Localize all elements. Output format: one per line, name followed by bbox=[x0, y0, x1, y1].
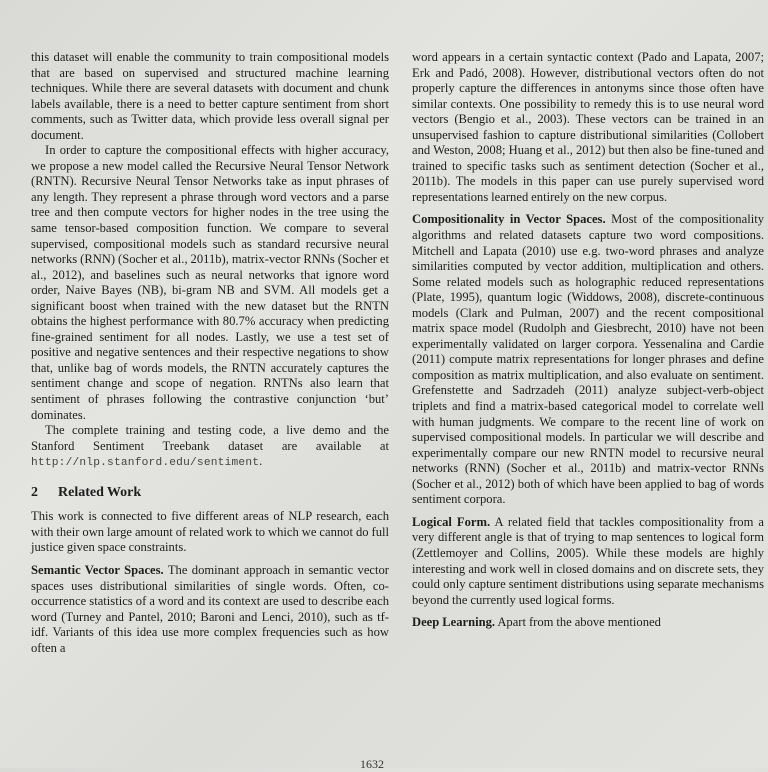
paragraph-distributional-vectors: word appears in a certain syntactic context (Pado and Lapata, 2007; Erk and Padó, 2008). However, distributional vectors often do not properly capture the differences in antonyms since those often have similar contexts. One possibility to remedy this is to use neural word vectors (Bengio et al., 2003). These vectors can be trained in an unsupervised fashion to capture distributional similarities (Collobert and Weston, 2008; Huang et al., 2012) but then also be fine-tuned and trained to specific tasks such as sentiment detection (Socher et al., 2011b). The models in this paper can use purely supervised word representations learned entirely on the new corpus. bbox=[412, 50, 764, 204]
paragraph-semantic-vector-spaces bbox=[31, 563, 389, 656]
section-heading-related-work bbox=[31, 485, 389, 501]
paragraph-dataset-intro: this dataset will enable the community to train compositional models that are based on supervised and structured machine learning techniques. While there are several datasets with document and chunk labels available, there is a need to better capture sentiment from short comments, such as Twitter data, which provide less overall signal per document. bbox=[31, 50, 389, 142]
section-number: 2 bbox=[31, 484, 38, 500]
section-title: Related Work bbox=[58, 484, 142, 500]
paragraph-lead-deep-learning: Deep Learning. bbox=[412, 615, 496, 630]
logical-form-text: A related field that tackles compositionality from a very different angle is that of trying to map sentences to logical form (Zettlemoyer and Collins, 2005). While these models are highly interesting and work well in closed domains and on discrete sets, they could only capture sentiment distributions using separate mechanisms beyond the currently used logical forms. bbox=[412, 514, 765, 607]
left-column bbox=[31, 50, 389, 656]
paragraph-lead-logical-form: Logical Form. bbox=[412, 514, 491, 529]
paragraph-rntn-proposal: In order to capture the compositional effects with higher accuracy, we propose a new model called the Recursive Neural Tensor Network (RNTN). Recursive Neural Tensor Networks take as input phrases of any length. They represent a phrase through word vectors and a parse tree and then compute vectors for higher nodes in the tree using the same tensor-based composition function. We compare to several supervised, compositional models such as standard recursive neural networks (RNN) (Socher et al., 2011b), matrix-vector RNNs (Socher et al., 2012), and baselines such as neural networks that ignore word order, Naive Bayes (NB), bi-gram NB and SVM. All models get a significant boost when trained with the new dataset but the RNTN obtains the highest performance with 80.7% accuracy when predicting fine-grained sentiment for all nodes. Lastly, we use a test set of positive and negative sentences and their respective negations to show that, unlike bag of words models, the RNTN accurately captures the sentiment change and scope of negation. RNTNs also learn that sentiment of phrases following the contrastive conjunction ‘but’ dominates. bbox=[31, 143, 389, 422]
paragraph-deep-learning bbox=[412, 615, 764, 631]
semantic-vector-spaces-text: The dominant approach in semantic vector spaces uses distributional similarities of single words. Often, co-occurrence statistics of a word and its context are used to describe each word (Turney and Pantel, 2010; Baroni and Lenci, 2010), such as tf-idf. Variants of this idea use more complex frequencies such as how often a bbox=[31, 562, 389, 655]
paragraph-code-availability bbox=[31, 423, 389, 472]
paragraph-lead-compositionality: Compositionality in Vector Spaces. bbox=[412, 212, 606, 227]
page-number: 1632 bbox=[360, 757, 384, 771]
code-availability-text: The complete training and testing code, a live demo and the Stanford Sentiment Treebank dataset are available at bbox=[31, 423, 389, 453]
paragraph-lead-semantic-vector-spaces: Semantic Vector Spaces. bbox=[31, 562, 164, 577]
deep-learning-text: Apart from the above mentioned bbox=[495, 615, 661, 630]
sentiment-url-link[interactable]: http://nlp.stanford.edu/sentiment bbox=[31, 457, 260, 470]
paragraph-related-overview: This work is connected to five different areas of NLP research, each with their own large amount of related work to which we cannot do full justice given space constraints. bbox=[31, 509, 389, 555]
paragraph-compositionality bbox=[412, 212, 764, 507]
right-column bbox=[412, 50, 764, 631]
paragraph-logical-form bbox=[412, 515, 764, 608]
compositionality-text: Most of the compositionality algorithms and related datasets capture two word compositions. Mitchell and Lapata (2010) use e.g. two-word phrases and analyze similarities computed by vector addition, multiplication and others. Some related models such as holographic reduced representations (Plate, 1995), quantum logic (Widdows, 2008), discrete-continuous models (Clark and Pulman, 2007) and the recent compositional matrix space model (Rudolph and Giesbrecht, 2010) have not been experimentally validated on larger corpora. Yessenalina and Cardie (2011) compute matrix representations for longer phrases and define composition as matrix multiplication, and also evaluate on sentiment. Grefenstette and Sadrzadeh (2011) analyze subject-verb-object triplets and find a matrix-based categorical model to correlate well with human judgments. We compare to the recent line of work on supervised compositional models. In particular we will describe and experimentally compare our new RNTN model to recursive neural networks (RNN) (Socher et al., 2011b) and matrix-vector RNNs (Socher et al., 2012) both of which have been applied to bag of words sentiment corpora. bbox=[412, 212, 764, 507]
code-availability-period: . bbox=[259, 454, 263, 469]
